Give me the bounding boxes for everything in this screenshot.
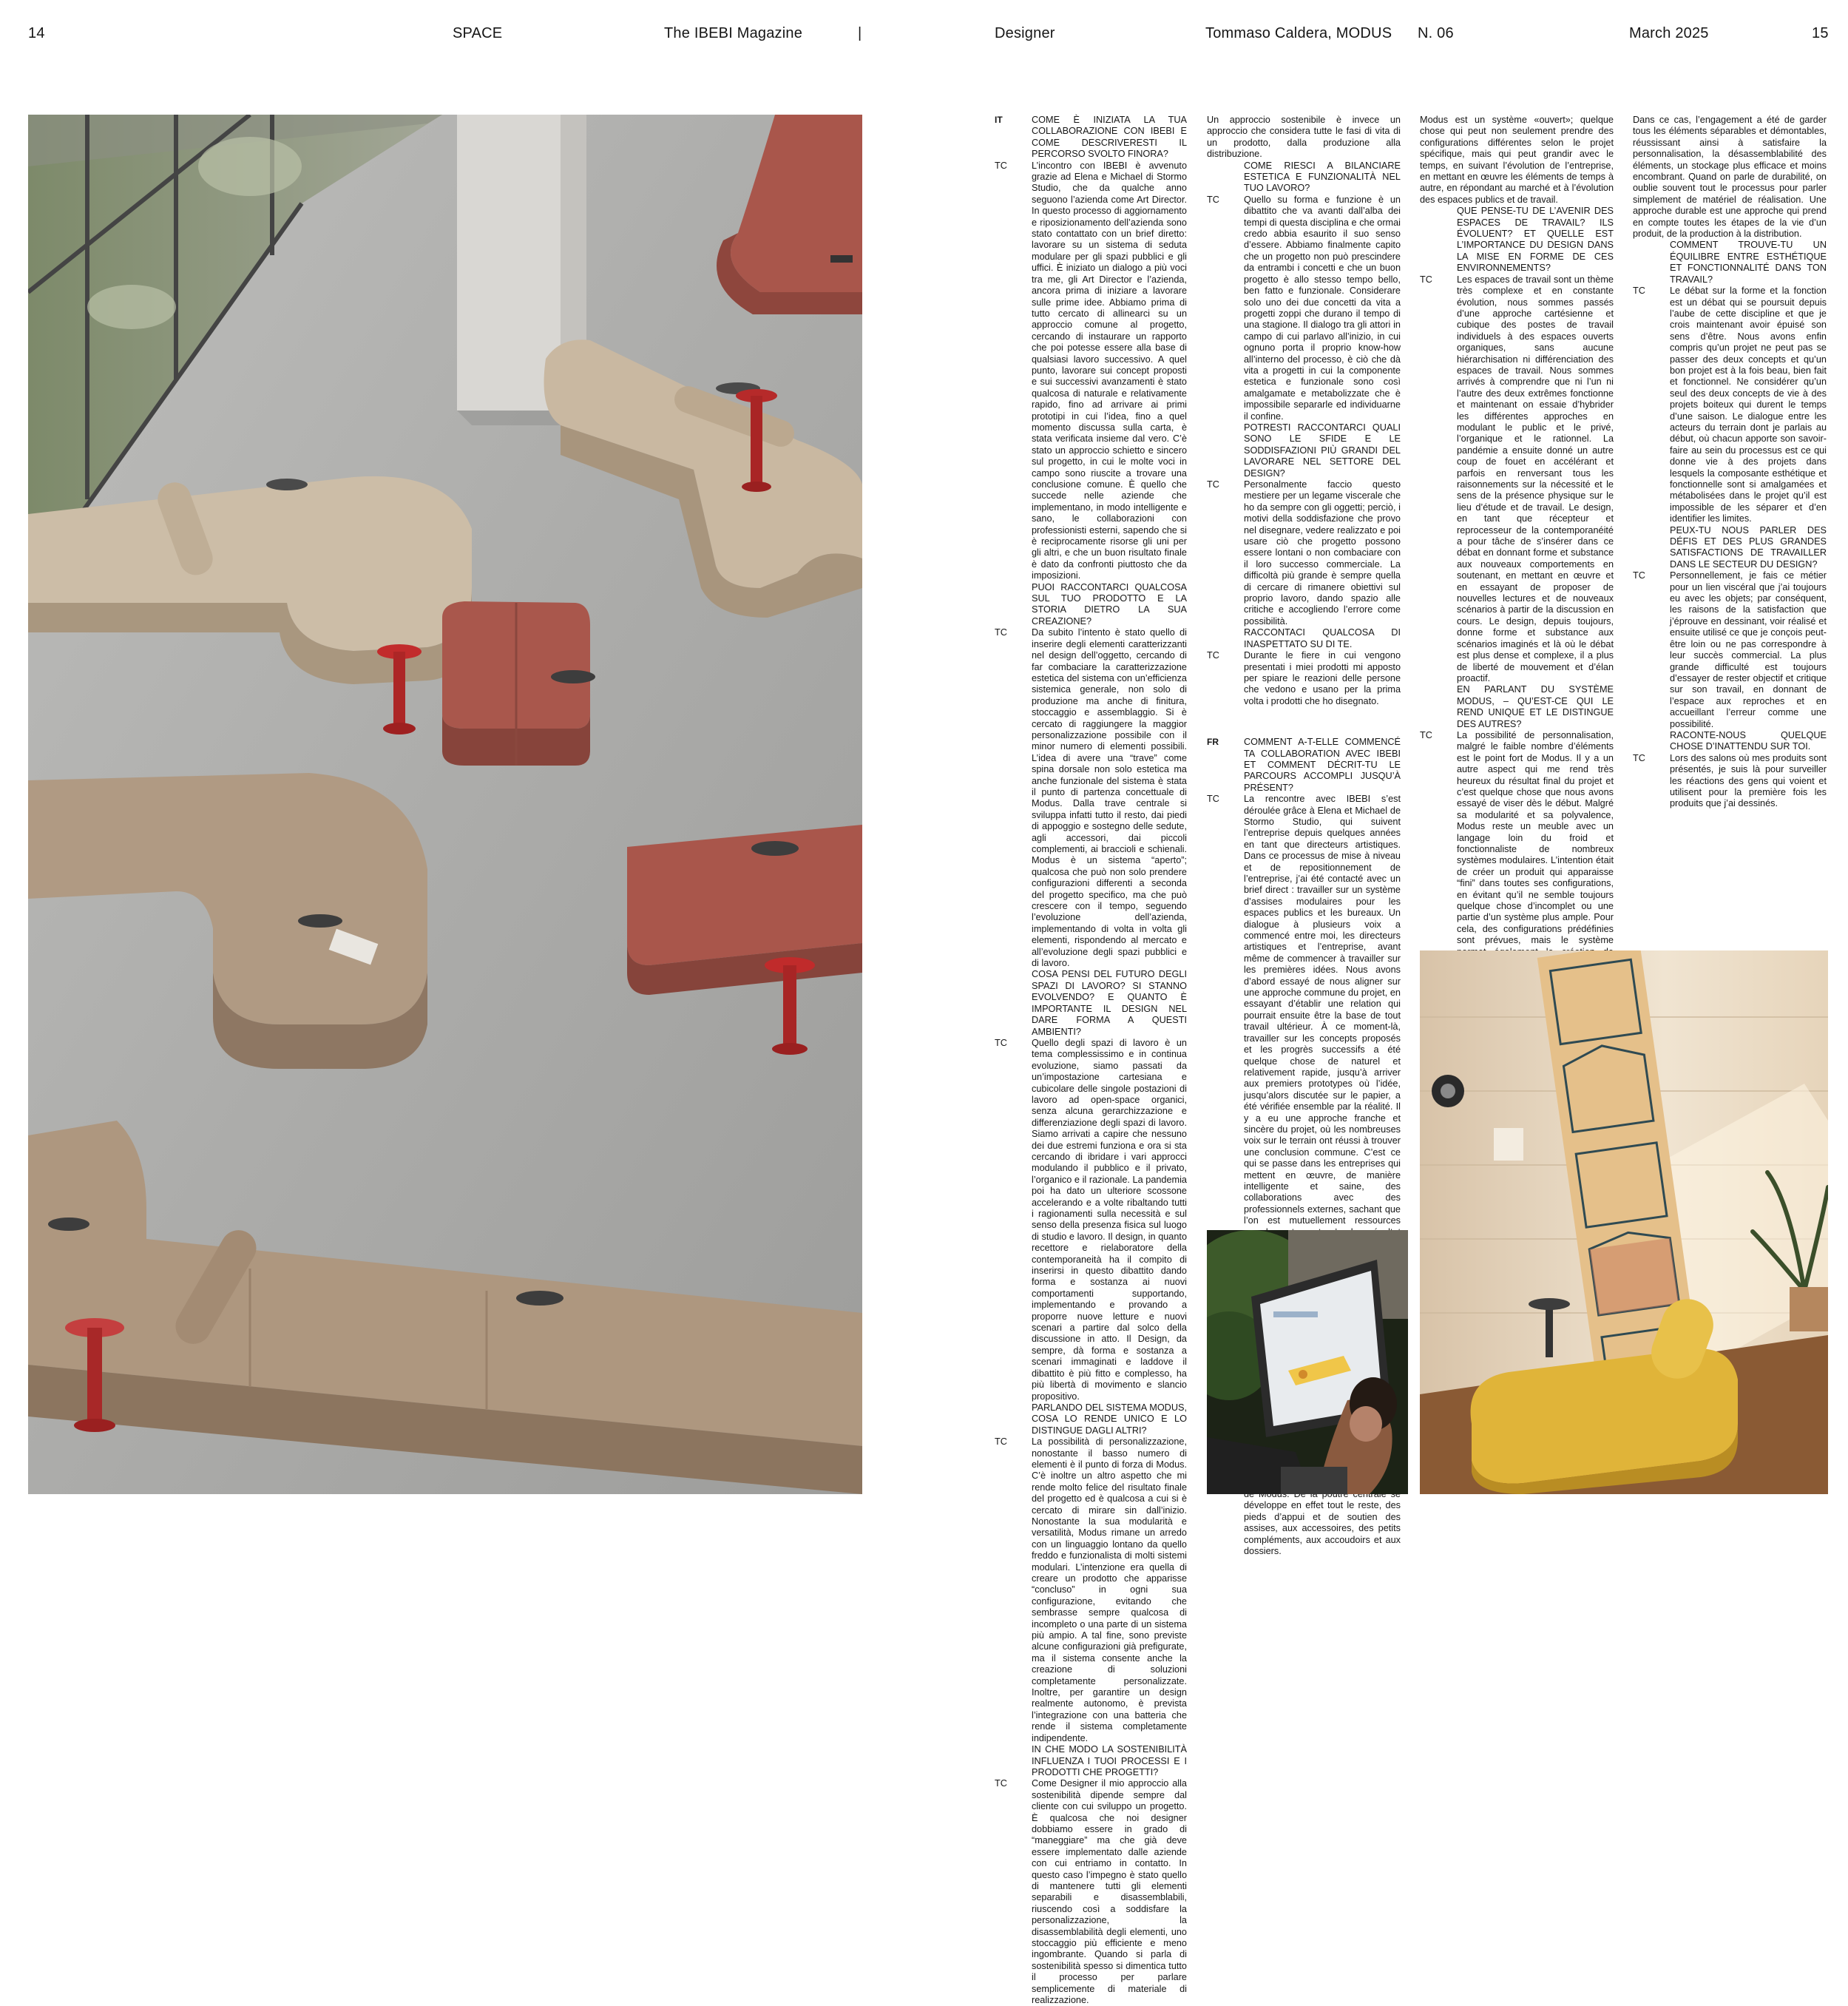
text-column-1: [995, 115, 1187, 2006]
text-column-4: [1633, 115, 1827, 810]
issue-date: March 2025: [1629, 25, 1709, 41]
it-section: [995, 115, 1187, 2006]
question: COSA PENSI DEL FUTURO DEGLI SPAZI DI LAVORO? SI STANNO EVOLVENDO? E QUANTO È IMPORTANTE IL DESIGN NEL DARE FORMA A QUESTI AMBIENTI?: [1032, 969, 1187, 1037]
qa-block-continued: [1420, 115, 1614, 206]
answer: [995, 161, 1187, 582]
qa-block: [1633, 525, 1827, 730]
speaker-initials: TC: [1207, 194, 1219, 205]
answer-text: Les espaces de travail sont un thème très complexe et en constante évolution, nous sommes passés d’une approche cartésienne et cubique des postes de travail individuels à des espaces ouverts organiques, sans aucune hiérarchisation ni différenciation des espaces de travail. Nous sommes arrivés à comprendre que ni l’un ni l’autre des deux extrêmes fonctionne et maintenant on essaie d’hybrider les différentes approches en modulant le public et le privé, l’organique et le rationnel. La pandémie a ensuite donné un autre coup de fouet en accélérant et parfois en renversant tous les raisonnements sur la nécessité et le sens de la présence physique sur le lieu d’étude et de travail. Le design, en tant que récepteur et reprocesseur de la contemporanéité a pour tâche de s’insérer dans ce débat en donnant forme et substance aux nouveaux comportements en soutenant, en mettant en œuvre et en essayant de proposer de nouvelles lectures et de nouveaux scénarios à partir de la discussion en cours. Le design, depuis toujours, donne forme et substance aux scénarios imaginés et là où le débat est plus dense et complexe, il a plus de liberté de mouvement et d’élan proactif.: [1457, 274, 1614, 683]
speaker-initials: TC: [1420, 274, 1432, 285]
designer-product: Tommaso Caldera, MODUS: [1205, 25, 1392, 41]
answer-text: La possibilità di personalizzazione, nonostante il basso numero di elementi è il punto di forza di Modus. C’è inoltre un altro aspetto che mi rende molto felice del risultato finale del progetto ed è qualcosa a cui si è cercato di mirare sin dall’inizio. Nonostante la sua modularità e versatilità, Modus rimane un arredo con un linguaggio lontano da quello freddo e funzionalista di molti sistemi modulari. L’intenzione era quella di creare un prodotto che apparisse “concluso” in ogni sua configurazione, evitando che sembrasse sempre qualcosa di incompleto o una parte di un sistema più ampio. A tal fine, sono previste alcune configurazioni già prefigurate, ma il sistema consente anche la creazione di soluzioni completamente personalizzate. Inoltre, per garantire un design realmente autonomo, è prevista l’integrazione con una batteria che rende il sistema completamente indipendente.: [1032, 1436, 1187, 1743]
answer: [995, 627, 1187, 969]
answer: [1633, 753, 1827, 810]
answer: [995, 1436, 1187, 1744]
answer-text: Come Designer il mio approccio alla sostenibilità dipende sempre dal cliente con cui sviluppo un progetto. È qualcosa che noi designer dobbiamo essere in grado di “maneggiare” ma che già deve essere implementato dalle aziende con cui entriamo in contatto. In questo caso l’impegno è stato quello di mantenere tutti gli elementi separabili e disassemblabili, riuscendo così a soddisfare la personalizzazione, la disassemblabilità degli elementi, uno stoccaggio più efficiente e meno ingombrante. Quando si parla di sostenibilità spesso si dimentica tutto il processo per parlare semplicemente di materiale di realizzazione.: [1032, 1778, 1187, 2006]
question: PEUX-TU NOUS PARLER DES DÉFIS ET DES PLUS GRANDES SATISFACTIONS DE TRAVAILLER DANS LE SECTEUR DU DESIGN?: [1670, 524, 1827, 570]
speaker-initials: TC: [1207, 479, 1219, 490]
speaker-initials: TC: [1207, 794, 1219, 805]
left-page-number: 14: [28, 25, 45, 41]
question: QUE PENSE-TU DE L’AVENIR DES ESPACES DE TRAVAIL? ILS ÉVOLUENT? ET QUELLE EST L’IMPORTANCE DU DESIGN DANS LA MISE EN FORME DE CES ENVIRONNEMENTS?: [1457, 206, 1614, 274]
answer: [1420, 274, 1614, 685]
answer-text: Le débat sur la forme et la fonction est un débat qui se poursuit depuis l’aube de cette discipline et que je crois maintenant avoir épuisé son sens d’être. Nous avons enfin compris qu’un projet ne peut pas se passer des deux concepts et qu’un bon projet est à la fois beau, bien fait et fonctionnel. Ne considérer qu’un seul des deux concepts de vie à des projets boiteux qui durent le temps d’une saison. Le dialogue entre les acteurs du terrain dont je parlais au début, où chacun apporte son savoir-faire au sein du processus est ce qui donne vie à des projets dans lesquels la composante esthétique et fonctionnelle sont si amalgamées et métabolisées dans le projet qu’il est impossible de les séparer et d’en identifier les limites.: [1670, 286, 1827, 524]
speaker-initials: TC: [1633, 286, 1645, 297]
answer: [1633, 570, 1827, 730]
qa-block-continued: [1207, 115, 1401, 161]
answer: [995, 1778, 1187, 2006]
question: PUOI RACCONTARCI QUALCOSA SUL TUO PRODOTTO E LA STORIA DIETRO LA SUA CREAZIONE?: [1032, 581, 1187, 627]
answer-text: développe en effet tout le reste, des pieds d’appui et de soutien des assises, aux accessoires, des petits compléments, aux accoudoirs et aux dossiers.: [1244, 1500, 1401, 1556]
speaker-initials: TC: [995, 160, 1007, 171]
question: COMMENT TROUVE-TU UN ÉQUILIBRE ENTRE ESTHÉTIQUE ET FONCTIONNALITÉ DANS TON TRAVAIL?: [1670, 240, 1827, 285]
answer-text: Personalmente faccio questo mestiere per un legame viscerale che ho da sempre con gli oggetti; perciò, i motivi della soddisfazione che provo nel disegnare, vedere realizzato e poi usare ciò che progetto possono essere lontani o non combaciare con il loro successo commerciale. La difficoltà più grande è sempre quella di cercare di rimanere obiettivi sul proprio lavoro, dando spazio alle critiche e accogliendo l’errore come possibilità.: [1244, 479, 1401, 627]
issue-number: N. 06: [1418, 25, 1454, 41]
answer-text: Quello su forma e funzione è un dibattito che va avanti dall’alba dei tempi di questa disciplina e che ormai credo abbia esaurito il suo senso d’essere. Abbiamo finalmente capito che un progetto non può prescindere da entrambi i concetti e che un buon progetto è allo stesso tempo bello, ben fatto e funzionale. Considerare solo uno dei due concetti da vita a progetti zoppi che durano il tempo di una stagione. Il dialogo tra gli attori in campo di cui parlavo all’inizio, in cui ognuno porta il proprio know-how all’interno del processo, è ciò che dà vita a progetti in cui la componente estetica e funzionale sono così amalgamate e metabolizzate che è impossibile separarle ed individuarne il confine.: [1244, 194, 1401, 422]
question: EN PARLANT DU SYSTÈME MODUS, – QU’EST-CE QUI LE REND UNIQUE ET LE DISTINGUE DES AUTRES?: [1457, 684, 1614, 729]
speaker-initials: TC: [1420, 729, 1432, 740]
question: RACONTE-NOUS QUELQUE CHOSE D’INATTENDU SUR TOI.: [1670, 729, 1827, 752]
answer: [1207, 794, 1401, 1261]
qa-block: [1207, 627, 1401, 707]
qa-block: [1207, 161, 1401, 422]
role-label: Designer: [995, 25, 1055, 41]
qa-block: [1633, 730, 1827, 810]
question: RACCONTACI QUALCOSA DI INASPETTATO SU DI TE.: [1244, 627, 1401, 649]
answer: [1633, 286, 1827, 525]
qa-block: [1633, 240, 1827, 524]
yellow-sofa-photo: [1420, 950, 1828, 1494]
answer-text: Lors des salons où mes produits sont présentés, je suis là pour surveiller les réactions des gens qui voient et utilisent pour la première fois les produits que j’ai dessinés.: [1670, 752, 1827, 809]
speaker-initials: TC: [1207, 650, 1219, 661]
answer-continued: Un approccio sostenibile è invece un approccio che considera tutte le fasi di vita di un prodotto, dalla produzione alla distribuzione.: [1207, 115, 1401, 160]
section-label: SPACE: [453, 25, 503, 41]
answer: [1207, 195, 1401, 422]
question: COMMENT A-T-ELLE COMMENCÉ TA COLLABORATION AVEC IBEBI ET COMMENT DÉCRIT-TU LE PARCOURS ACCOMPLI JUSQU’À PRÉSENT?: [1244, 737, 1401, 793]
qa-block: [995, 969, 1187, 1402]
magazine-title: The IBEBI Magazine: [664, 25, 803, 41]
right-page-number: 15: [1812, 25, 1829, 41]
qa-block: [995, 115, 1187, 582]
answer-text: La rencontre avec IBEBI s’est déroulée grâce à Elena et Michael de Stormo Studio, qui suivent l’entreprise depuis quelques années en tant que directeurs artistiques. Dans ce processus de mise à niveau et de repositionnement de l’entreprise, j’ai été contacté avec un brief direct : travailler sur un système d’assises modulaires pour les espaces publics et les bureaux. Un dialogue à plusieurs voix a commencé entre moi, les directeurs artistiques et l’entreprise, avant même de commencer à travailler sur les premières idées. Nous avons d’abord essayé de nous aligner sur une approche commune du projet, en essayant d’établir une relation qui pourrait ensuite être la base de tout travail ultérieur. À ce moment-là, travailler sur les concepts proposés et les progrès successifs a été quelque chose de naturel et relativement rapide, jusqu’à arriver aux premiers prototypes où l’idée, jusqu’alors discutée sur le papier, a été vérifiée ensemble par la réalité. Il y a eu une approche franche et sincère du projet, où les nombreuses voix sur le terrain ont réussi à trouver une conclusion commune. C’est ce qui se passe dans les entreprises qui mettent en œuvre, de manière intelligente et saine, des collaborations avec des professionnels externes, sachant que l’on est mutuellement ressources: [1244, 794, 1401, 1226]
question: COME RIESCI A BILANCIARE ESTETICA E FUNZIONALITÀ NEL TUO LAVORO?: [1244, 160, 1401, 194]
qa-block-continued: [1633, 115, 1827, 240]
question: COME È INIZIATA LA TUA COLLABORAZIONE CON IBEBI E COME DESCRIVERESTI IL PERCORSO SVOLTO FINORA?: [1032, 115, 1187, 160]
question: PARLANDO DEL SISTEMA MODUS, COSA LO RENDE UNICO E LO DISTINGUE DAGLI ALTRI?: [1032, 1402, 1187, 1436]
qa-block: [995, 1744, 1187, 2006]
qa-block: [1420, 206, 1614, 684]
qa-block: [995, 582, 1187, 970]
answer-text: Da subito l’intento è stato quello di inserire degli elementi caratterizzanti nel design dell’oggetto, cercando di far combaciare la caratterizzazione estetica del sistema con un’efficienza sistemica generale, non solo di produzione ma anche di finitura, stoccaggio e assemblaggio. Si è cercato di raggiungere la maggior personalizzazione possibile con il minor numero di elementi possibili. L’idea di avere una “trave” come spina dorsale non solo estetica ma anche funzionale del sistema è stata il punto di partenza concettuale di Modus. Dalla trave centrale si sviluppa infatti tutto il resto, dai piedi di appoggio e sostegno delle sedute, agli accessori, dai piccoli complementi, ai braccioli e schienali. Modus è un sistema “aperto”; qualcosa che può non solo prendere configurazioni differenti a seconda del progetto specifico, ma che può crescere con il tempo, seguendo l’evoluzione dell’azienda, implementando di volta in volta gli elementi, rispondendo al mercato e all’evoluzione degli spazi pubblici e di lavoro.: [1032, 627, 1187, 969]
answer-text: L’incontro con IBEBI è avvenuto grazie ad Elena e Michael di Stormo Studio, che da qualche anno seguono l’azienda come Art Director. In questo processo di aggiornamento e riposizionamento dell’azienda sono stato contattato con un brief diretto: lavorare su un sistema di seduta modulare per gli spazi pubblici e gli uffici. È iniziato un dialogo a più voci tra me, gli Art Director e l’azienda, ancora prima di iniziare a lavorare sulle prime idee. Abbiamo prima di tutto cercato di allinearci su un approccio comune al progetto, cercando di instaurare un rapporto che poi potesse essere alla base di qualsiasi lavoro successivo. A quel punto, lavorare sui concept proposti e sui successivi avanzamenti è stato qualcosa di naturale e relativamente rapido, fino ad arrivare ai primi prototipi in cui l’idea, fino a quel momento discussa sulla carta, è stata verificata insieme dal vero. C’è stato un approccio schietto e sincero sul progetto, in cui le molte voci in campo sono riuscite a trovare una conclusione comune. È quello che succede nelle aziende che implementano, in modo intelligente e sano, le collaborazioni con professionisti esterni, sapendo che si è reciprocamente risorse gli uni per gli altri, e che un buon risultato finale è dato da confronti piuttosto che da imposizioni.: [1032, 160, 1187, 581]
header-separator: |: [858, 25, 862, 41]
qa-block: [1207, 422, 1401, 627]
answer-continued: Dans ce cas, l’engagement a été de garder tous les éléments séparables et démontables, réussissant ainsi à satisfaire la personnalisation, la désassemblabilité des éléments, un stockage plus efficace et moins encombrant. Quand on parle de durabilité, on oublie souvent tout le processus pour parler simplement de matériel de réalisation. Une approche durable est une approche qui prend en compte toutes les étapes de la vie d’un produit, de la production à la distribution.: [1633, 115, 1827, 240]
qa-block: [995, 1402, 1187, 1744]
lang-label-fr: FR: [1207, 737, 1219, 748]
designer-at-computer-photo: [1207, 1230, 1408, 1494]
answer-continued: Modus est un système «ouvert»; quelque chose qui peut non seulement prendre des configurations différentes selon le projet spécifique, mais qui peut grandir avec le temps, en suivant l’évolution de l’entreprise, en mettant en œuvre les éléments de temps à autre, en répondant au marché et à l’évolution des espaces publics et de travail.: [1420, 115, 1614, 205]
speaker-initials: TC: [995, 627, 1007, 638]
answer-text: La possibilité de personnalisation, malgré le faible nombre d’éléments est le point fort de Modus. Il y a un autre aspect qui me rend très heureux du résultat final du projet et c’est quelque chose que nous avons essayé de viser dès le début. Malgré sa modularité et sa polyvalence, Modus reste un meuble avec un langage loin du froid et fonctionnaliste de nombreux systèmes modulaires. L’intention était de créer un produit qui apparaisse “fini” dans toutes ses configurations, en évitant qu’il ne semble toujours quelque chose d’incomplet ou une partie d’un système plus ample. Pour cela, des configurations prédéfinies sont prévues, mais le système: [1457, 729, 1614, 946]
answer-text: Durante le fiere in cui vengono presentati i miei prodotti mi apposto per spiare le reazioni delle persone che vedono e usano per la prima volta i prodotti che ho disegnato.: [1244, 650, 1401, 706]
answer: [1207, 650, 1401, 707]
answer: [995, 1038, 1187, 1402]
answer-text: Personnellement, je fais ce métier pour un lien viscéral que j’ai toujours eu avec les objets; par conséquent, les raisons de la satisfaction que j’éprouve en dessinant, voir réalisé et ensuite utilisé ce que je conçois peut-être loin ou ne pas correspondre à leur succès commercial. La plus grande difficulté est toujours d’essayer de rester objectif et critique sur son travail, en donnant de l’espace aux reproches et en accueillant l’erreur comme une possibilité.: [1670, 570, 1827, 729]
speaker-initials: TC: [1633, 752, 1645, 763]
lang-label-it: IT: [995, 115, 1003, 125]
speaker-initials: TC: [995, 1778, 1007, 1789]
modus-lounge-photo: [28, 115, 862, 1494]
question: IN CHE MODO LA SOSTENIBILITÀ INFLUENZA I TUOI PROCESSI E I PRODOTTI CHE PROGETTI?: [1032, 1744, 1187, 1777]
speaker-initials: TC: [1633, 570, 1645, 581]
answer: [1207, 479, 1401, 627]
speaker-initials: TC: [995, 1436, 1007, 1448]
speaker-initials: TC: [995, 1037, 1007, 1048]
qa-block: [1207, 737, 1401, 1261]
answer-text: Quello degli spazi di lavoro è un tema complessissimo e in continua evoluzione, siamo passati da un’impostazione cartesiana e cubicolare delle singole postazioni di lavoro ad open-space organici, senza alcuna gerarchizzazione e differenziazione degli spazi di lavoro. Siamo arrivati a capire che nessuno dei due estremi funziona e ora si sta cercando di ibridare i vari approcci modulando il pubblico e il privato, l’organico e il razionale. La pandemia poi ha dato un ulteriore scossone accelerando e a volte ribaltando tutti i ragionamenti sulla necessità e sul senso della presenza fisica sul luogo di studio e lavoro. Il design, in quanto recettore e rielaboratore della contemporaneità ha il compito di inserirsi in questo dibattito dando forma e sostanza ai nuovi comportamenti supportando, implementando e provando a proporre nuove letture e nuovi scenari a partire dal solco della discussione in atto. Il Design, da sempre, dà forma e sostanza a scenari immaginati e laddove il dibattito è più fitto e complesso, ha più libertà di movimento e slancio propositivo.: [1032, 1037, 1187, 1402]
question: POTRESTI RACCONTARCI QUALI SONO LE SFIDE E LE SODDISFAZIONI PIÙ GRANDI DEL LAVORARE NEL SETTORE DEL DESIGN?: [1244, 422, 1401, 479]
